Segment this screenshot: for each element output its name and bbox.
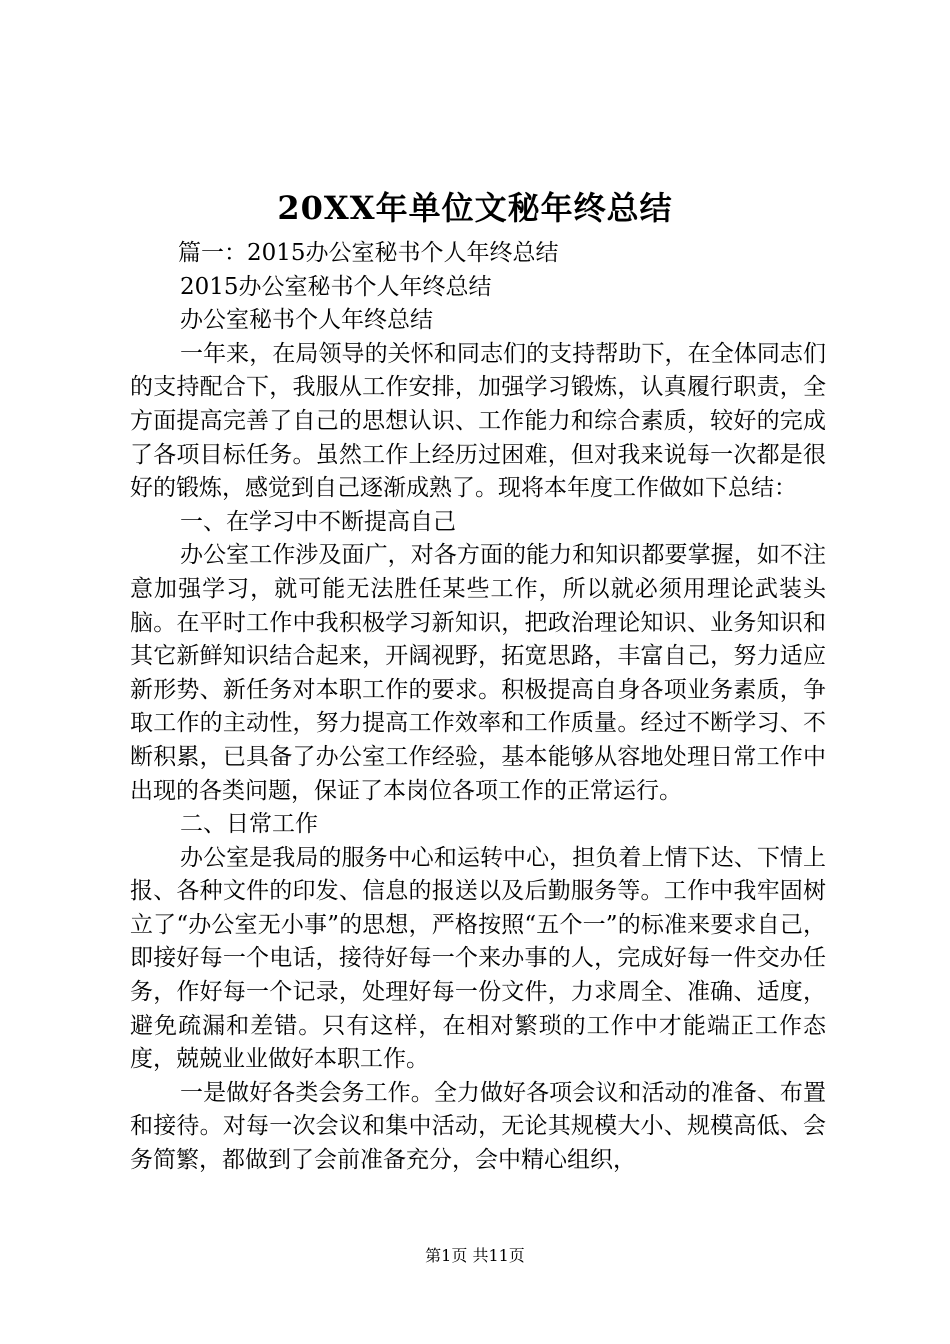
- paragraph-article-heading: 篇一：2015办公室秘书个人年终总结: [178, 240, 559, 266]
- page-footer: 第1页 共11页: [425, 1246, 525, 1265]
- document-title: 20XX年单位文秘年终总结: [277, 189, 673, 227]
- paragraph-subtitle: 2015办公室秘书个人年终总结: [180, 273, 492, 300]
- section-heading-daily-work: 二、日常工作: [180, 811, 318, 838]
- paragraph-daily-work: 办公室是我局的服务中心和运转中心，担负着上情下达、下情上报、各种文件的印发、信息的报送以及后勤服务等。工作中我牢固树立了“办公室无小事”的思想，严格按照“五个一”的标准来要求自己，即接好每一个电话，接待好每一个来办事的人，完成好每一件交办任务，作好每一个记录，处理好每一份文件，力求周全、准确、适度，避免疏漏和差错。只有这样，在相对繁琐的工作中才能端正工作态度，兢兢业业做好本职工作。: [130, 844, 826, 1073]
- paragraph-subheading: 办公室秘书个人年终总结: [180, 307, 433, 334]
- paragraph-study: 办公室工作涉及面广，对各方面的能力和知识都要掌握，如不注意加强学习，就可能无法胜任某些工作，所以就必须用理论武装头脑。在平时工作中我积极学习新知识，把政治理论知识、业务知识和其它新鲜知识结合起来，开阔视野，拓宽思路，丰富自己，努力适应新形势、新任务对本职工作的要求。积极提高自身各项业务素质，争取工作的主动性，努力提高工作效率和工作质量。经过不断学习、不断积累，已具备了办公室工作经验，基本能够从容地处理日常工作中出现的各类问题，保证了本岗位各项工作的正常运行。: [130, 542, 826, 804]
- paragraph-meetings: 一是做好各类会务工作。全力做好各项会议和活动的准备、布置和接待。对每一次会议和集中活动，无论其规模大小、规模高低、会务简繁，都做到了会前准备充分，会中精心组织，: [130, 1079, 826, 1174]
- paragraph-intro: 一年来，在局领导的关怀和同志们的支持帮助下，在全体同志们的支持配合下，我服从工作安排，加强学习锻炼，认真履行职责，全方面提高完善了自己的思想认识、工作能力和综合素质，较好的完成了各项目标任务。虽然工作上经历过困难，但对我来说每一次都是很好的锻炼，感觉到自己逐渐成熟了。现将本年度工作做如下总结：: [130, 340, 826, 502]
- document-body: [130, 237, 826, 1178]
- section-heading-study: 一、在学习中不断提高自己: [180, 508, 456, 535]
